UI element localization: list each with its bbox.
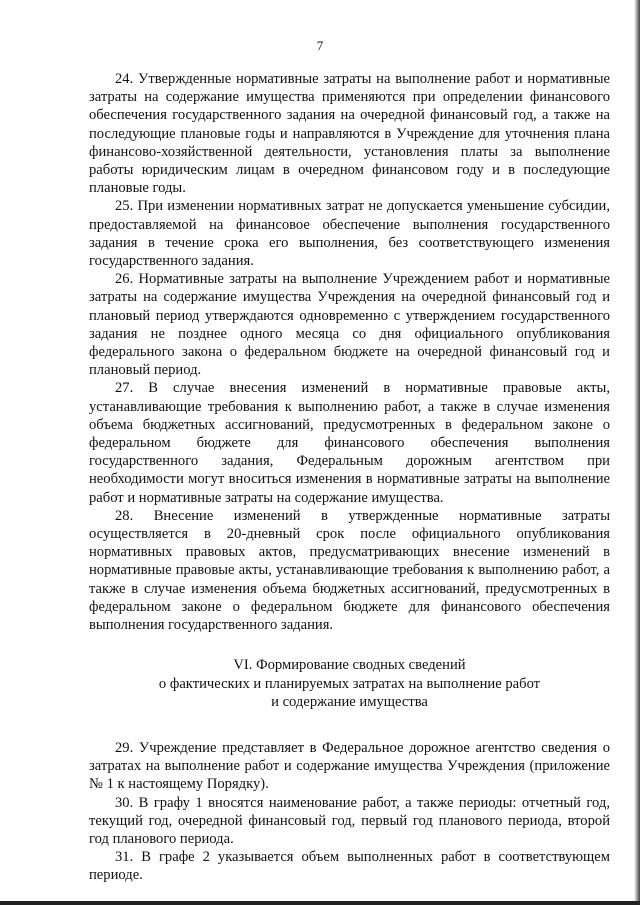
paragraph-24: 24. Утвержденные нормативные затраты на выполнение работ и нормативные затраты на содержание имущества применяются при определении финансового обеспечения государственного задания на очередной финансовый год, а также на последующие плановые годы и направляются в Учреждение для уточнения плана финансово-хозяйственной деятельности, установления платы за выполнение работы юридическим лицам в очередном финансовом году и в последующие плановые годы.	[89, 71, 610, 197]
section-heading	[89, 656, 610, 711]
paragraph-27: 27. В случае внесения изменений в нормативные правовые акты, устанавливающие требования к выполнению работ, а также в случае изменения объема бюджетных ассигнований, предусмотренных в федеральном законе о федеральном бюджете для финансового обеспечения выполнения государственного задания, Федеральным дорожным агентством при необходимости могут вноситься изменения в нормативные затраты на выполнение работ и нормативные затраты на содержание имущества.	[89, 380, 610, 506]
scan-edge-shadow	[634, 0, 640, 905]
paragraph-25: 25. При изменении нормативных затрат не допускается уменьшение субсидии, предоставляемой на финансовое обеспечение выполнения государственного задания в течение срока его выполнения, без соответствующего изменения государственного задания.	[89, 198, 610, 270]
section-heading-line-1: VI. Формирование сводных сведений	[233, 657, 466, 674]
paragraph-30: 30. В графу 1 вносятся наименование работ, а также периоды: отчетный год, текущий год, очередной финансовый год, первый год планового периода, второй год планового периода.	[89, 794, 610, 847]
document-body	[89, 70, 610, 885]
section-heading-line-3: и содержание имущества	[271, 693, 428, 710]
page-number: 7	[316, 38, 324, 53]
paragraph-26: 26. Нормативные затраты на выполнение Учреждением работ и нормативные затраты на содержание имущества Учреждения на очередной финансовый год и плановый период утверждаются одновременно с утверждением государственного задания не позднее одного месяца со дня официального опубликования федерального закона о федеральном бюджете на очередной финансовый год и плановый период.	[89, 271, 610, 379]
paragraph-29: 29. Учреждение представляет в Федеральное дорожное агентство сведения о затратах на выполнение работ и содержание имущества Учреждения (приложение № 1 к настоящему Порядку).	[89, 739, 610, 793]
paragraph-31: 31. В графе 2 указывается объем выполненных работ в соответствующем периоде.	[89, 849, 610, 884]
section-heading-line-2: о фактических и планируемых затратах на выполнение работ	[158, 675, 541, 692]
scan-bottom-edge	[0, 901, 640, 905]
paragraph-28: 28. Внесение изменений в утвержденные нормативные затраты осуществляется в 20-дневный срок после официального опубликования нормативных правовых актов, предусматривающих внесение изменений в нормативные правовые акты, устанавливающие требования к выполнению работ, а также в случае изменения объема бюджетных ассигнований, предусмотренных в федеральном законе о федеральном бюджете для финансового обеспечения выполнения государственного задания.	[89, 507, 610, 634]
